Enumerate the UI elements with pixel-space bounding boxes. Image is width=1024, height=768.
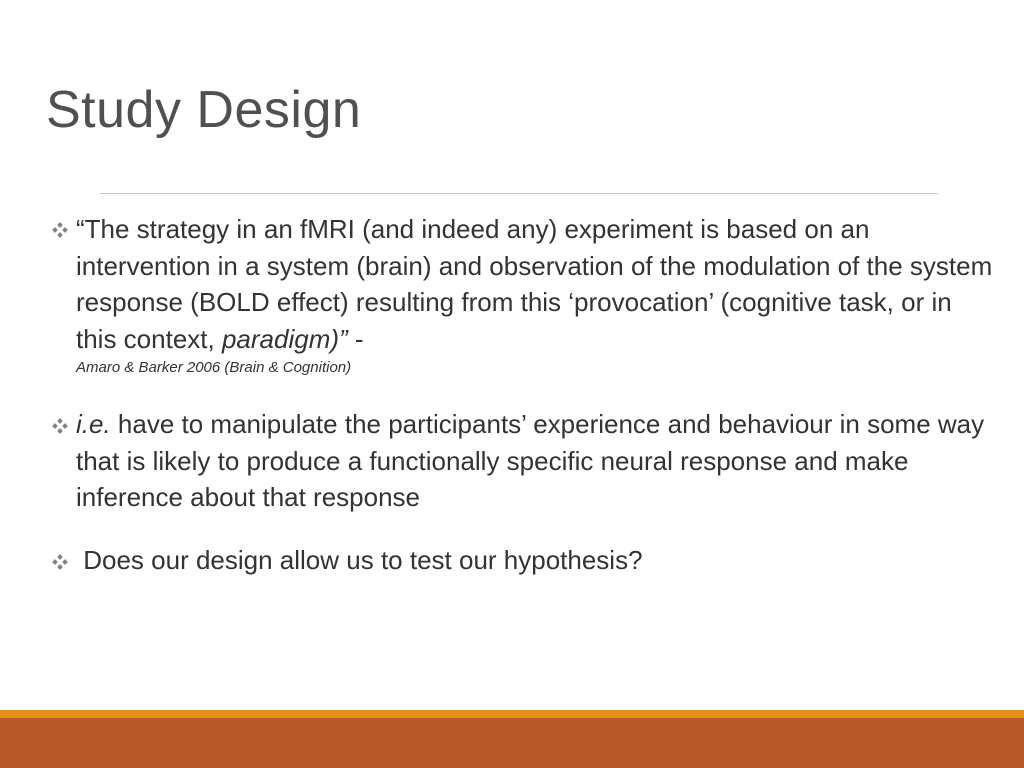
diamond-bullet-icon [52, 554, 68, 570]
quote-italic: paradigm)” [221, 323, 348, 354]
ie-body: have to manipulate the participants’ experience and behaviour in some way that is likely to produce a functionally specific neural response and make inference about that response [76, 409, 985, 512]
footer-accent-band [0, 710, 1024, 718]
bullet-ie-text [76, 406, 996, 516]
bullet-question-text: Does our design allow us to test our hypothesis? [76, 545, 643, 575]
diamond-bullet-icon [52, 418, 68, 434]
citation: Amaro & Barker 2006 (Brain & Cognition) [76, 359, 352, 376]
ie-lead: i.e. [76, 409, 111, 439]
quote-tail: - [347, 323, 364, 354]
title-divider [100, 193, 938, 194]
diamond-bullet-icon [52, 222, 68, 238]
quote-part: “The strategy in an fMRI (and indeed any) experiment is based on an intervention in a system (brain) and observation of the modulation of the system response (BOLD effect) resulting from this ‘provocation’ (cognitive task, or in this context, [76, 214, 993, 354]
slide-title: Study Design [46, 81, 362, 139]
bullet-quote-text [76, 211, 996, 357]
footer-band [0, 718, 1024, 768]
